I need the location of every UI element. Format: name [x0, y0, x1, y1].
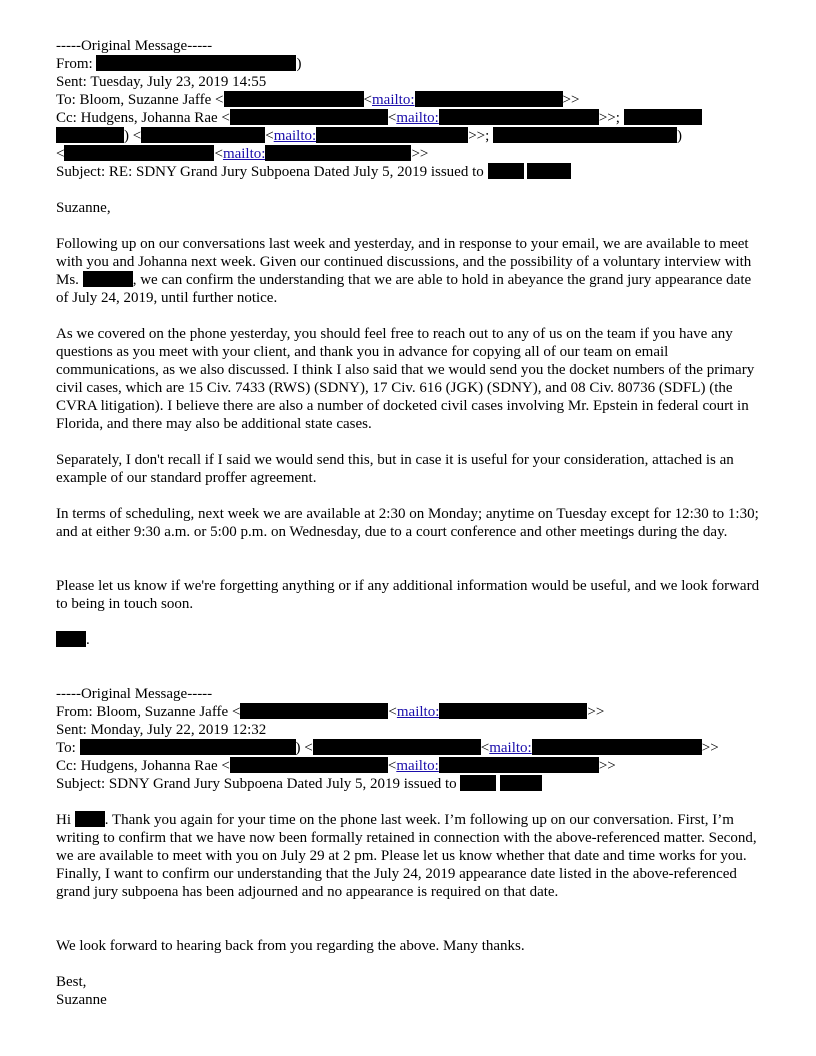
redaction [56, 631, 86, 647]
redaction [83, 271, 133, 287]
mailto-link[interactable] [274, 128, 469, 144]
mailto-label: mailto: [489, 740, 532, 756]
email1-paragraph-3 [56, 451, 762, 487]
email1-separator: -----Original Message----- [56, 38, 213, 54]
email1-sent-line: Sent: Tuesday, July 23, 2019 14:55 [56, 74, 267, 90]
redaction [265, 145, 411, 161]
text-fragment: , we can confirm the understanding that we are able to hold in abeyance the grand jury appearance date of July 24, 2019, until further notice. [56, 272, 752, 306]
paragraph-text: Separately, I don't recall if I said we would send this, but in case it is useful for your consideration, attached is an example of our standard proffer agreement. [56, 452, 734, 486]
text-fragment: < [387, 758, 397, 774]
paragraph-text: Please let us know if we're forgetting anything or if any additional information would be useful, and we look forward to being in touch soon. [56, 578, 760, 612]
email1-cc-line [56, 109, 762, 127]
email2-to-label: To: [56, 740, 80, 756]
email2-separator: -----Original Message----- [56, 686, 213, 702]
email2-cc-line [56, 757, 762, 775]
mailto-label: mailto: [372, 92, 415, 108]
redaction [439, 757, 599, 773]
email1-header [56, 37, 762, 181]
text-fragment: >> [587, 704, 605, 720]
mailto-link[interactable] [396, 110, 599, 126]
email2-cc-label: Cc: Hudgens, Johanna Rae < [56, 758, 230, 774]
email2-subject-line [56, 775, 762, 793]
email2-subject: Subject: SDNY Grand Jury Subpoena Dated July 5, 2019 issued to [56, 776, 461, 792]
text-fragment: < [480, 740, 490, 756]
email1-paragraph-5 [56, 577, 762, 613]
paragraph-text: As we covered on the phone yesterday, you should feel free to reach out to any of us on the team if you have any questions as you meet with your client, and thank you in advance for copying all of our team on email communications, as we also discussed. I think I also said that we would send you the docket numbers of the primary civil cases, which are 15 Civ. 7433 (RWS) (SDNY), 17 Civ. 616 (JGK) (SDNY), and 08 Civ. 80736 (SDFL) (the CVRA litigation). I believe there are also a number of docketed civil cases involving Mr. Epstein in federal court in Florida, and there may also be additional state cases. [56, 326, 755, 432]
redaction [56, 127, 124, 143]
email2-to-line [56, 739, 762, 757]
email2-signature: Suzanne [56, 992, 107, 1008]
email1-from-line [56, 55, 762, 73]
email2-paragraph-1 [56, 811, 762, 901]
email2-from-line [56, 703, 762, 721]
text-fragment: < [214, 146, 223, 162]
email1-from-label: From: [56, 56, 97, 72]
mailto-label: mailto: [396, 704, 440, 720]
paragraph-text: We look forward to hearing back from you regarding the above. Many thanks. [56, 938, 525, 954]
text-fragment: < [265, 128, 274, 144]
text-fragment: ) [296, 56, 302, 72]
redaction [141, 127, 265, 143]
email2-paragraph-2 [56, 937, 762, 955]
redaction [415, 91, 563, 107]
mailto-link[interactable] [372, 92, 563, 108]
redaction [488, 163, 524, 179]
redaction [224, 91, 364, 107]
redaction [500, 775, 542, 791]
redaction [230, 757, 388, 773]
text-fragment: >>; [468, 128, 494, 144]
text-fragment: >> [411, 146, 429, 162]
email1-subject: Subject: RE: SDNY Grand Jury Subpoena Dated July 5, 2019 issued to [56, 164, 488, 180]
text-fragment: Hi [56, 812, 75, 828]
redaction [439, 109, 599, 125]
text-fragment: < [388, 704, 397, 720]
email1-cc-line-2 [56, 127, 762, 145]
paragraph-text: In terms of scheduling, next week we are available at 2:30 on Monday; anytime on Tuesday except for 12:30 to 1:30; and at either 9:30 a.m. or 5:00 p.m. on Wednesday, due to a court conference and other meetings during the day. [56, 506, 759, 540]
text-fragment: < [387, 110, 397, 126]
text-fragment: < [363, 92, 372, 108]
redaction [316, 127, 468, 143]
text-fragment: >> [701, 740, 719, 756]
redaction [624, 109, 702, 125]
email1-paragraph-2 [56, 325, 762, 433]
redaction [64, 145, 214, 161]
redaction [460, 775, 496, 791]
redaction [230, 109, 388, 125]
email1-signature [56, 631, 762, 649]
redaction [240, 703, 388, 719]
text-fragment: >> [562, 92, 580, 108]
mailto-link[interactable] [223, 146, 412, 162]
email2-closing: Best, [56, 974, 87, 990]
email1-paragraph-4 [56, 505, 762, 541]
email1-to-line [56, 91, 762, 109]
text-fragment: < [56, 146, 65, 162]
redaction [493, 127, 677, 143]
redaction [532, 739, 702, 755]
mailto-label: mailto: [273, 128, 317, 144]
mailto-link[interactable] [489, 740, 702, 756]
text-fragment: ) < [295, 740, 313, 756]
text-fragment: . [86, 632, 90, 648]
text-fragment: . Thank you again for your time on the phone last week. I’m following up on our conversation. First, I’m writing to confirm that we have now been formally retained in connection with the above-referenced matter. Second, we are available to meet with you on July 29 at 2 pm. Please let us know whether that date and time works for you. Finally, I want to confirm our understanding that the July 24, 2019 appearance date listed in the above-referenced grand jury subpoena has been adjourned and no appearance is required on that date. [56, 812, 757, 900]
mailto-label: mailto: [222, 146, 266, 162]
redaction [80, 739, 296, 755]
email1-cc-label: Cc: Hudgens, Johanna Rae < [56, 110, 230, 126]
email1-greeting: Suzanne, [56, 200, 111, 216]
redaction [75, 811, 105, 827]
redaction [439, 703, 587, 719]
text-fragment: >>; [598, 110, 624, 126]
email1-paragraph-1 [56, 235, 762, 307]
email2-from-label: From: Bloom, Suzanne Jaffe < [56, 704, 241, 720]
mailto-label: mailto: [396, 110, 439, 126]
email2-sent-line: Sent: Monday, July 22, 2019 12:32 [56, 722, 267, 738]
email1-to-label: To: Bloom, Suzanne Jaffe < [56, 92, 224, 108]
mailto-link[interactable] [397, 704, 588, 720]
redaction [96, 55, 296, 71]
email1-cc-line-3 [56, 145, 762, 163]
email2-header [56, 685, 762, 793]
redaction [527, 163, 571, 179]
text-fragment: ) < [124, 128, 142, 144]
email1-subject-line [56, 163, 762, 181]
text-fragment: ) [677, 128, 683, 144]
mailto-label: mailto: [396, 758, 439, 774]
text-fragment: >> [598, 758, 616, 774]
text-fragment: Following up on our conversations last week and yesterday, and in response to your email, we are available to meet with you and Johanna next week. Given our continued discussions, and the possibility of a voluntary interview with Ms. [56, 236, 752, 288]
mailto-link[interactable] [396, 758, 599, 774]
redaction [313, 739, 481, 755]
